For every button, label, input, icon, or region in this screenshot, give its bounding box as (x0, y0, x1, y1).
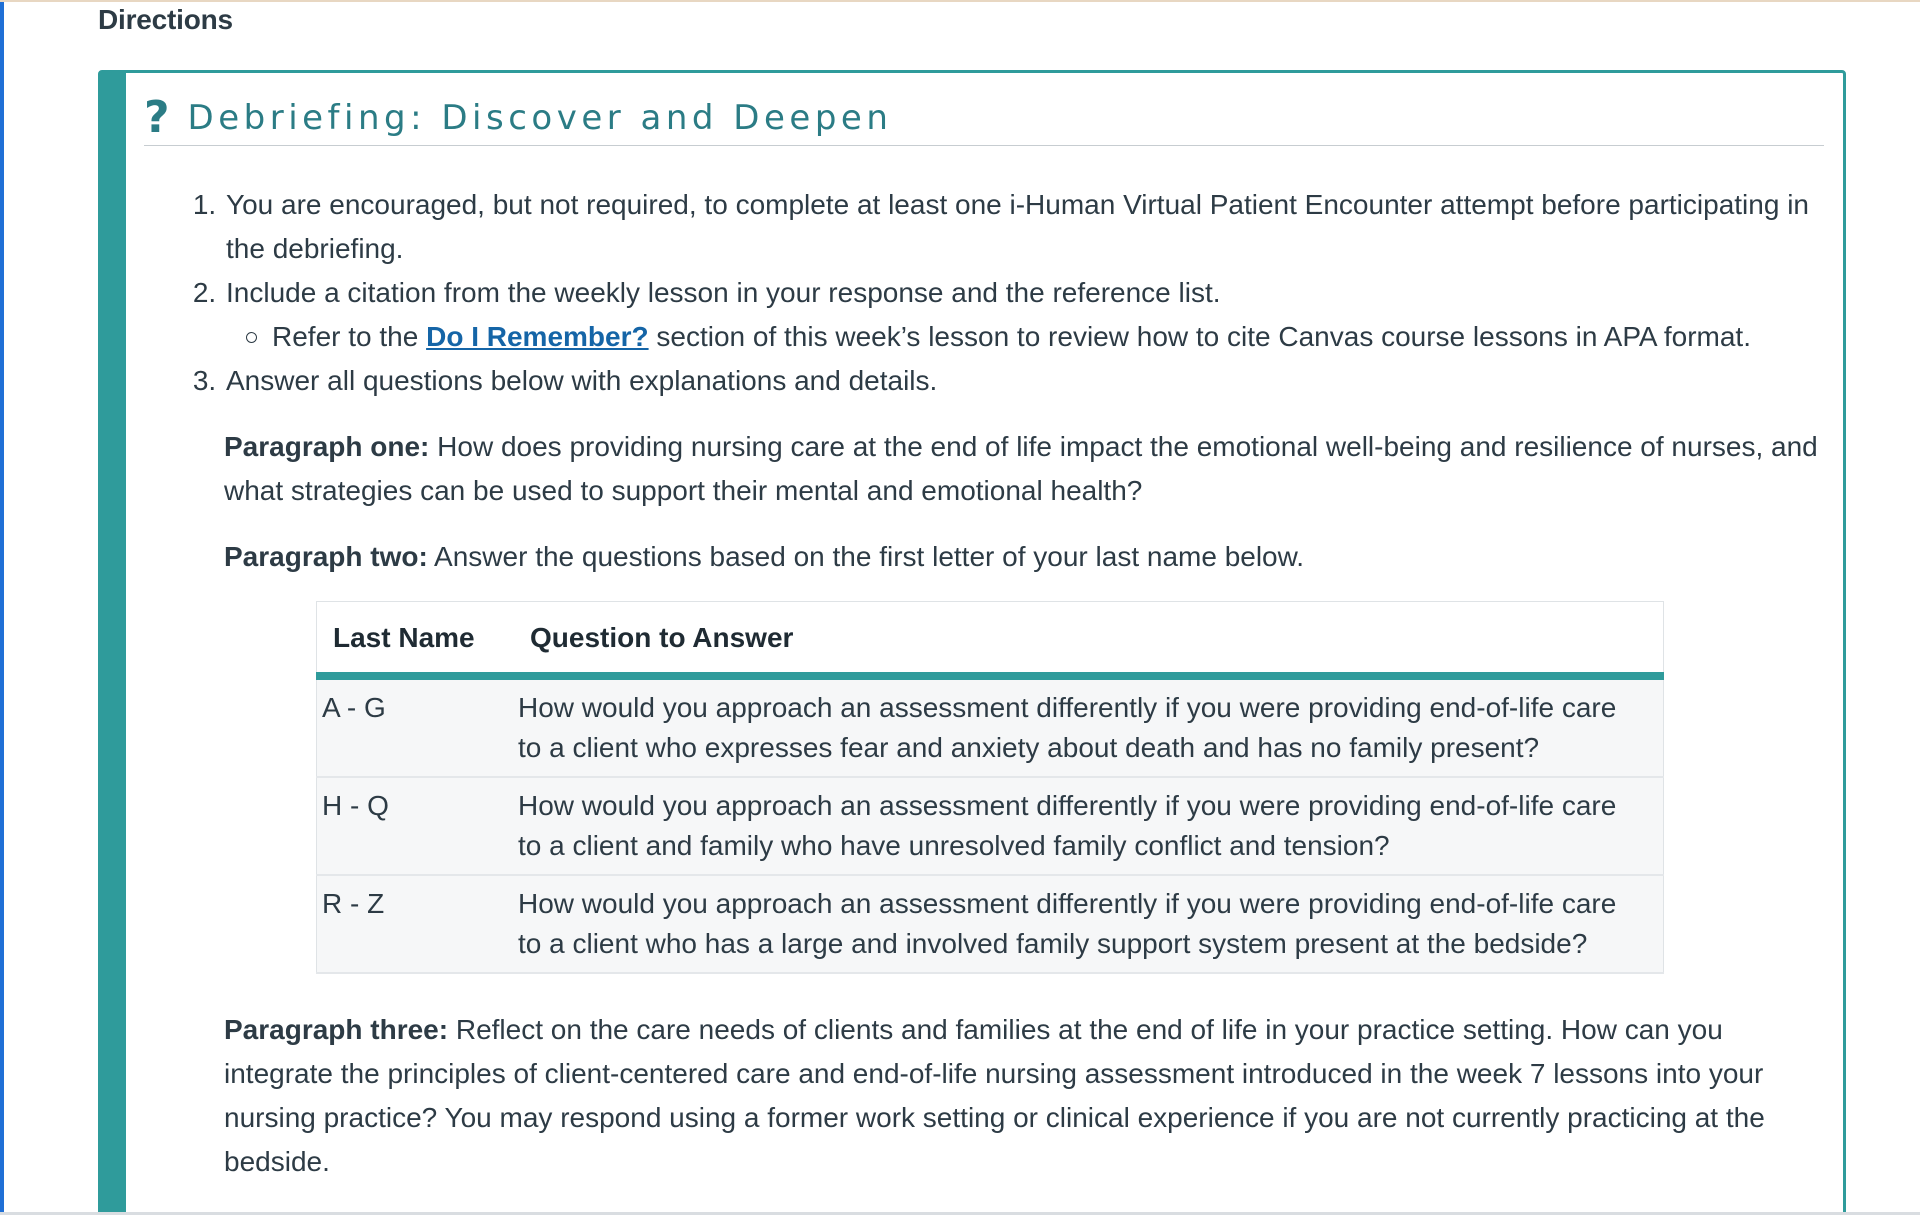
paragraph-three-label: Paragraph three: (224, 1014, 449, 1045)
directions-body (184, 183, 1824, 1184)
row-question: How would you approach an assessment differently if you were providing end-of-life care to a client who expresses fear and anxiety about death and has no family present? (514, 676, 1664, 777)
list-item (224, 183, 1824, 271)
paragraph-one-label: Paragraph one: (224, 431, 430, 462)
list-item (224, 359, 1824, 403)
directions-heading: Directions (98, 4, 233, 35)
paragraph-two-label: Paragraph two: (224, 541, 428, 572)
debriefing-box (98, 70, 1846, 1215)
row-range: A - G (317, 676, 515, 777)
paragraph-three-text: Reflect on the care needs of clients and families at the end of life in your practice setting. How can you integrate the principles of client-centered care and end-of-life nursing assessment introduced in the week 7 lessons into your nursing practice? You may respond using a former work setting or clinical experience if you are not currently practicing at the bedside. (224, 1014, 1765, 1177)
row-range: R - Z (317, 875, 515, 973)
directions-list (184, 183, 1824, 403)
step-1-text: You are encouraged, but not required, to complete at least one i-Human Virtual Patient Encounter attempt before participating in the debriefing. (226, 189, 1809, 264)
box-header (144, 91, 1824, 146)
table-row (317, 676, 1664, 777)
question-table (316, 601, 1664, 974)
question-table-wrap (316, 601, 1664, 974)
sub-list-item (272, 315, 1824, 359)
row-question: How would you approach an assessment differently if you were providing end-of-life care to a client and family who have unresolved family conflict and tension? (514, 777, 1664, 875)
step-2-text: Include a citation from the weekly lesson in your response and the reference list. (226, 277, 1221, 308)
header-last-name: Last Name (317, 602, 515, 677)
table-row (317, 777, 1664, 875)
header-question: Question to Answer (514, 602, 1664, 677)
do-i-remember-link[interactable]: Do I Remember? (426, 321, 649, 352)
box-title: Debriefing: Discover and Deepen (187, 98, 893, 138)
row-question: How would you approach an assessment differently if you were providing end-of-life care to a client who has a large and involved family support system present at the bedside? (514, 875, 1664, 973)
paragraph-one (224, 425, 1824, 513)
question-icon: ? (144, 92, 170, 143)
paragraph-two (224, 535, 1824, 579)
sub-item-prefix: Refer to the (272, 321, 427, 352)
window-left-edge (0, 2, 4, 1215)
table-header-row (317, 602, 1664, 677)
row-range: H - Q (317, 777, 515, 875)
list-item (224, 271, 1824, 359)
sub-list (226, 315, 1824, 359)
step-3-text: Answer all questions below with explanations and details. (226, 365, 938, 396)
sub-item-suffix: section of this week’s lesson to review how to cite Canvas course lessons in APA format. (648, 321, 1751, 352)
table-row (317, 875, 1664, 973)
paragraph-three (224, 1008, 1824, 1184)
paragraph-two-text: Answer the questions based on the first letter of your last name below. (427, 541, 1305, 572)
paragraph-one-text: How does providing nursing care at the end of life impact the emotional well-being and resilience of nurses, and what strategies can be used to support their mental and emotional health? (224, 431, 1818, 506)
